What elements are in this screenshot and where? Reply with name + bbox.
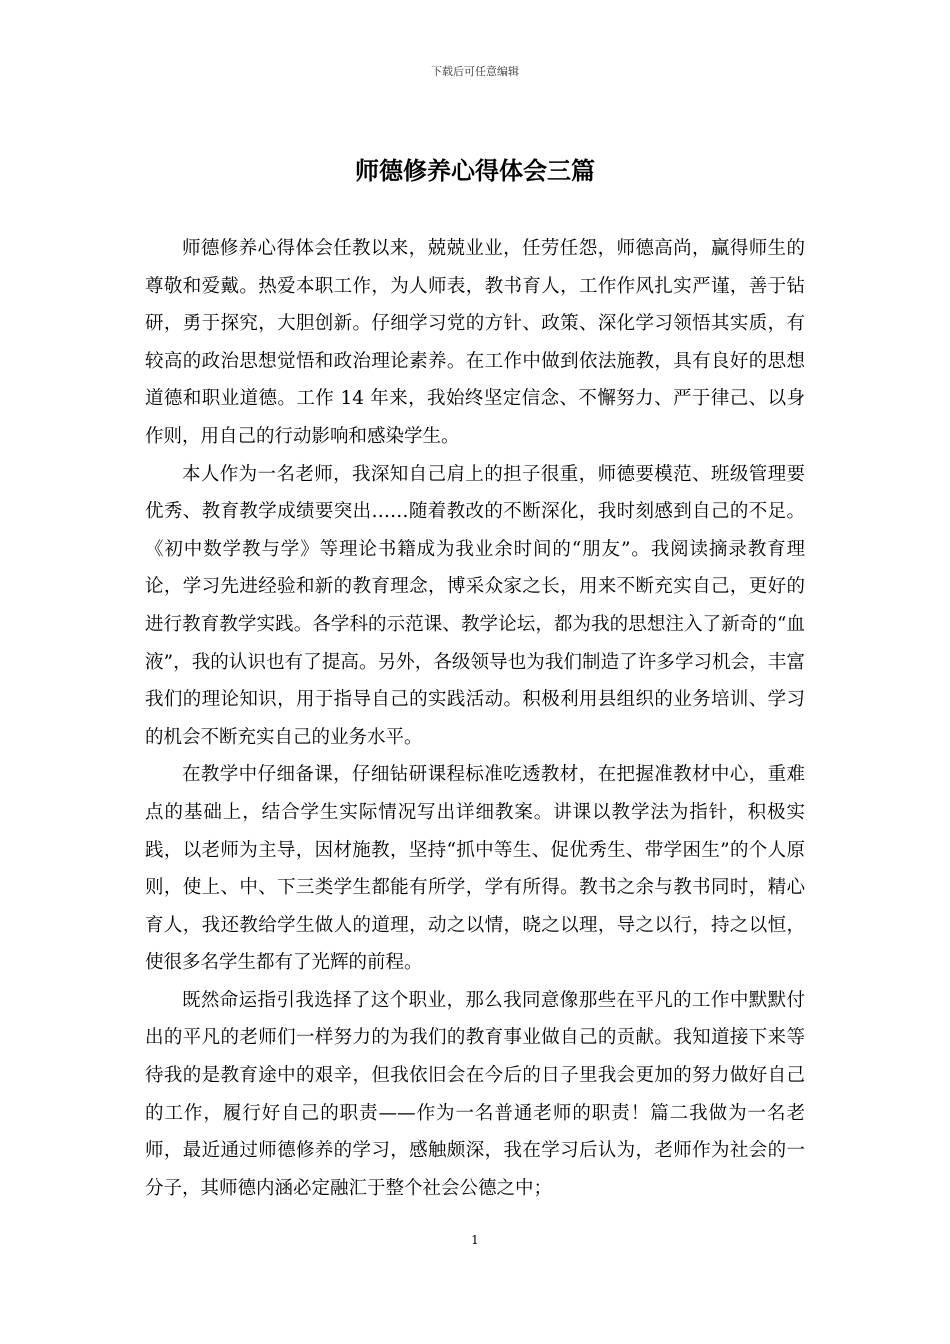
document-body xyxy=(145,230,805,1207)
paragraph-3: 在教学中仔细备课，仔细钻研课程标准吃透教材，在把握准教材中心，重难点的基础上，结合学生实际情况写出详细教案。讲课以教学法为指针，积极实践，以老师为主导，因材施教，坚持“抓中等生、促优秀生、带学困生”的个人原则，使上、中、下三类学生都能有所学，学有所得。教书之余与教书同时，精心育人，我还教给学生做人的道理，动之以情，晓之以理，导之以行，持之以恒，使很多名学生都有了光辉的前程。 xyxy=(145,764,805,974)
paragraph-1: 师德修养心得体会任教以来，兢兢业业，任劳任怨，师德高尚，赢得师生的尊敬和爱戴。热爱本职工作，为人师表，教书育人，工作作风扎实严谨，善于钻研，勇于探究，大胆创新。仔细学习党的方针、政策、深化学习领悟其实质，有较高的政治思想觉悟和政治理论素养。在工作中做到依法施教，具有良好的思想道德和职业道德。工作 14 年来，我始终坚定信念、不懈努力、严于律己、以身作则，用自己的行动影响和感染学生。 xyxy=(145,238,805,447)
paragraph-4: 既然命运指引我选择了这个职业，那么我同意像那些在平凡的工作中默默付出的平凡的老师们一样努力的为我们的教育事业做自己的贡献。我知道接下来等待我的是教育途中的艰辛，但我依旧会在今后的日子里我会更加的努力做好自己的工作，履行好自己的职责——作为一名普通老师的职责！篇二我做为一名老师，最近通过师德修养的学习，感触颇深，我在学习后认为，老师作为社会的一分子，其师德内涵必定融汇于整个社会公德之中； xyxy=(145,989,805,1199)
page-number: 1 xyxy=(471,1233,479,1247)
document-title: 师德修养心得体会三篇 xyxy=(355,157,595,185)
header-note: 下载后可任意编辑 xyxy=(431,65,519,78)
paragraph-2: 本人作为一名老师，我深知自己肩上的担子很重，师德要模范、班级管理要优秀、教育教学成绩要突出……随着教改的不断深化，我时刻感到自己的不足。《初中数学教与学》等理论书籍成为我业余时间的“朋友”。我阅读摘录教育理论，学习先进经验和新的教育理念，博采众家之长，用来不断充实自己，更好的进行教育教学实践。各学科的示范课、教学论坛，都为我的思想注入了新奇的“血液”，我的认识也有了提高。另外，各级领导也为我们制造了许多学习机会，丰富我们的理论知识，用于指导自己的实践活动。积极利用县组织的业务培训、学习的机会不断充实自己的业务水平。 xyxy=(145,463,805,748)
